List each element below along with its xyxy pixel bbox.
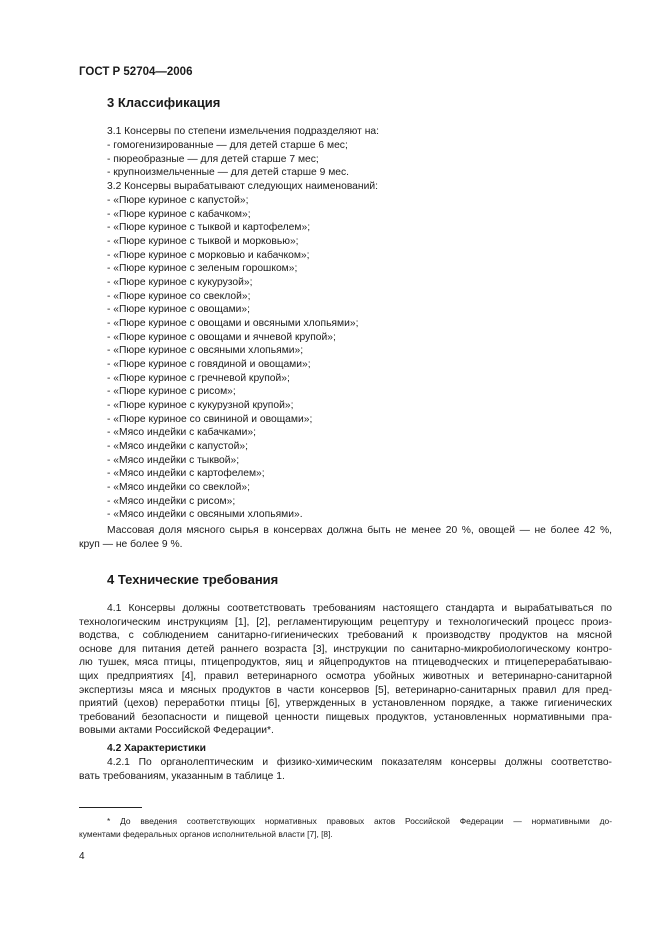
product-name-item: - «Пюре куриное с капустой»; bbox=[107, 195, 249, 206]
footnote-line: кументами федеральных органов исполнительной власти [7], [8]. bbox=[79, 828, 333, 839]
product-name-item: - «Пюре куриное с овсяными хлопьями»; bbox=[107, 345, 304, 356]
document-header: ГОСТ Р 52704—2006 bbox=[79, 66, 193, 78]
footnote bbox=[79, 815, 612, 841]
footnote-rule bbox=[79, 807, 142, 808]
product-name-item: - «Пюре куриное с говядиной и овощами»; bbox=[107, 359, 311, 370]
paragraph-line: лю тушек, мяса птицы, птицепродуктов, яиц и яйцепродуктов на птицеводческих и птицеперерабатываю- bbox=[79, 657, 612, 669]
product-name-item: - «Мясо индейки с овсяными хлопьями». bbox=[107, 509, 303, 520]
product-name-item: - «Пюре куриное со свининой и овощами»; bbox=[107, 414, 313, 425]
clause-4-1 bbox=[79, 602, 612, 738]
grind-item: - крупноизмельченные — для детей старше 9 мес. bbox=[107, 167, 350, 178]
product-name-item: - «Пюре куриное с овощами»; bbox=[107, 304, 251, 315]
footnote-line: * До введения соответствующих нормативных правовых актов Российской Федерации — нормативными до- bbox=[107, 816, 612, 826]
product-name-item: - «Пюре куриное с гречневой крупой»; bbox=[107, 373, 290, 384]
clause-4-2-1 bbox=[79, 756, 612, 783]
paragraph-line: водства, с соблюдением санитарно-гигиенических требований к производству продуктов на мясной bbox=[79, 630, 612, 642]
paragraph-line: технологическим инструкциям [1], [2], регламентирующим рецептуру и технологический процесс произ- bbox=[79, 616, 612, 628]
product-name-item: - «Пюре куриное с кабачком»; bbox=[107, 209, 251, 220]
product-name-item: - «Пюре куриное с тыквой и картофелем»; bbox=[107, 222, 311, 233]
grind-item: - гомогенизированные — для детей старше 6 мес; bbox=[107, 140, 348, 151]
product-name-item: - «Мясо индейки с кабачками»; bbox=[107, 427, 256, 438]
product-name-item: - «Пюре куриное с овощами и ячневой крупой»; bbox=[107, 332, 336, 343]
clause-3-2: 3.2 Консервы вырабатывают следующих наименований: bbox=[107, 181, 378, 192]
clause-3-1: 3.1 Консервы по степени измельчения подразделяют на: bbox=[107, 126, 379, 137]
product-name-item: - «Пюре куриное с овощами и овсяными хлопьями»; bbox=[107, 318, 359, 329]
paragraph-line: вать требованиям, указанным в таблице 1. bbox=[79, 770, 285, 782]
paragraph-line: Массовая доля мясного сырья в консервах должна быть не менее 20 %, овощей — не более 42 %, bbox=[107, 525, 612, 536]
paragraph-line: щих предприятиях [4], правил ветеринарного осмотра убойных животных и ветеринарно-санитарной bbox=[79, 670, 612, 682]
product-name-item: - «Мясо индейки со свеклой»; bbox=[107, 482, 250, 493]
product-name-item: - «Пюре куриное с зеленым горошком»; bbox=[107, 263, 298, 274]
section-3-heading: 3 Классификация bbox=[107, 95, 221, 110]
product-name-item: - «Пюре куриное с тыквой и морковью»; bbox=[107, 236, 299, 247]
paragraph-line: 4.2.1 По органолептическим и физико-химическим показателям консервы должны соответство- bbox=[107, 757, 612, 768]
paragraph-line: основе для питания детей раннего возраста [3], инструкции по санитарно-микробиологическому контро- bbox=[79, 643, 612, 655]
mass-fraction-paragraph bbox=[79, 524, 612, 551]
paragraph-line: круп — не более 9 %. bbox=[79, 538, 183, 550]
grind-item: - пюреобразные — для детей старше 7 мес; bbox=[107, 154, 319, 165]
subsection-4-2-heading: 4.2 Характеристики bbox=[107, 743, 206, 754]
paragraph-line: приятий (цехов) переработки птицы [6], утвержденных в установленном порядке, а также гигиенических bbox=[79, 698, 612, 710]
product-name-item: - «Пюре куриное с кукурузной крупой»; bbox=[107, 400, 294, 411]
product-name-item: - «Мясо индейки с тыквой»; bbox=[107, 455, 240, 466]
product-name-item: - «Мясо индейки с капустой»; bbox=[107, 441, 248, 452]
paragraph-line: экспертизы мяса и мясных продуктов в части консервов [5], ветеринарно-санитарных правил для пред- bbox=[79, 684, 612, 696]
product-name-item: - «Пюре куриное с рисом»; bbox=[107, 386, 236, 397]
paragraph-line: 4.1 Консервы должны соответствовать требованиям настоящего стандарта и вырабатываться по bbox=[107, 603, 612, 614]
paragraph-line: вовыми актами Российской Федерации*. bbox=[79, 725, 274, 737]
product-name-item: - «Пюре куриное с морковью и кабачком»; bbox=[107, 250, 310, 261]
product-name-item: - «Мясо индейки с рисом»; bbox=[107, 496, 236, 507]
page-number: 4 bbox=[79, 851, 85, 862]
paragraph-line: требований безопасности и пищевой ценности пищевых продуктов, установленных нормативными пра- bbox=[79, 711, 612, 723]
product-name-item: - «Мясо индейки с картофелем»; bbox=[107, 468, 265, 479]
product-name-item: - «Пюре куриное со свеклой»; bbox=[107, 291, 251, 302]
product-name-item: - «Пюре куриное с кукурузой»; bbox=[107, 277, 253, 288]
section-4-heading: 4 Технические требования bbox=[107, 572, 279, 587]
